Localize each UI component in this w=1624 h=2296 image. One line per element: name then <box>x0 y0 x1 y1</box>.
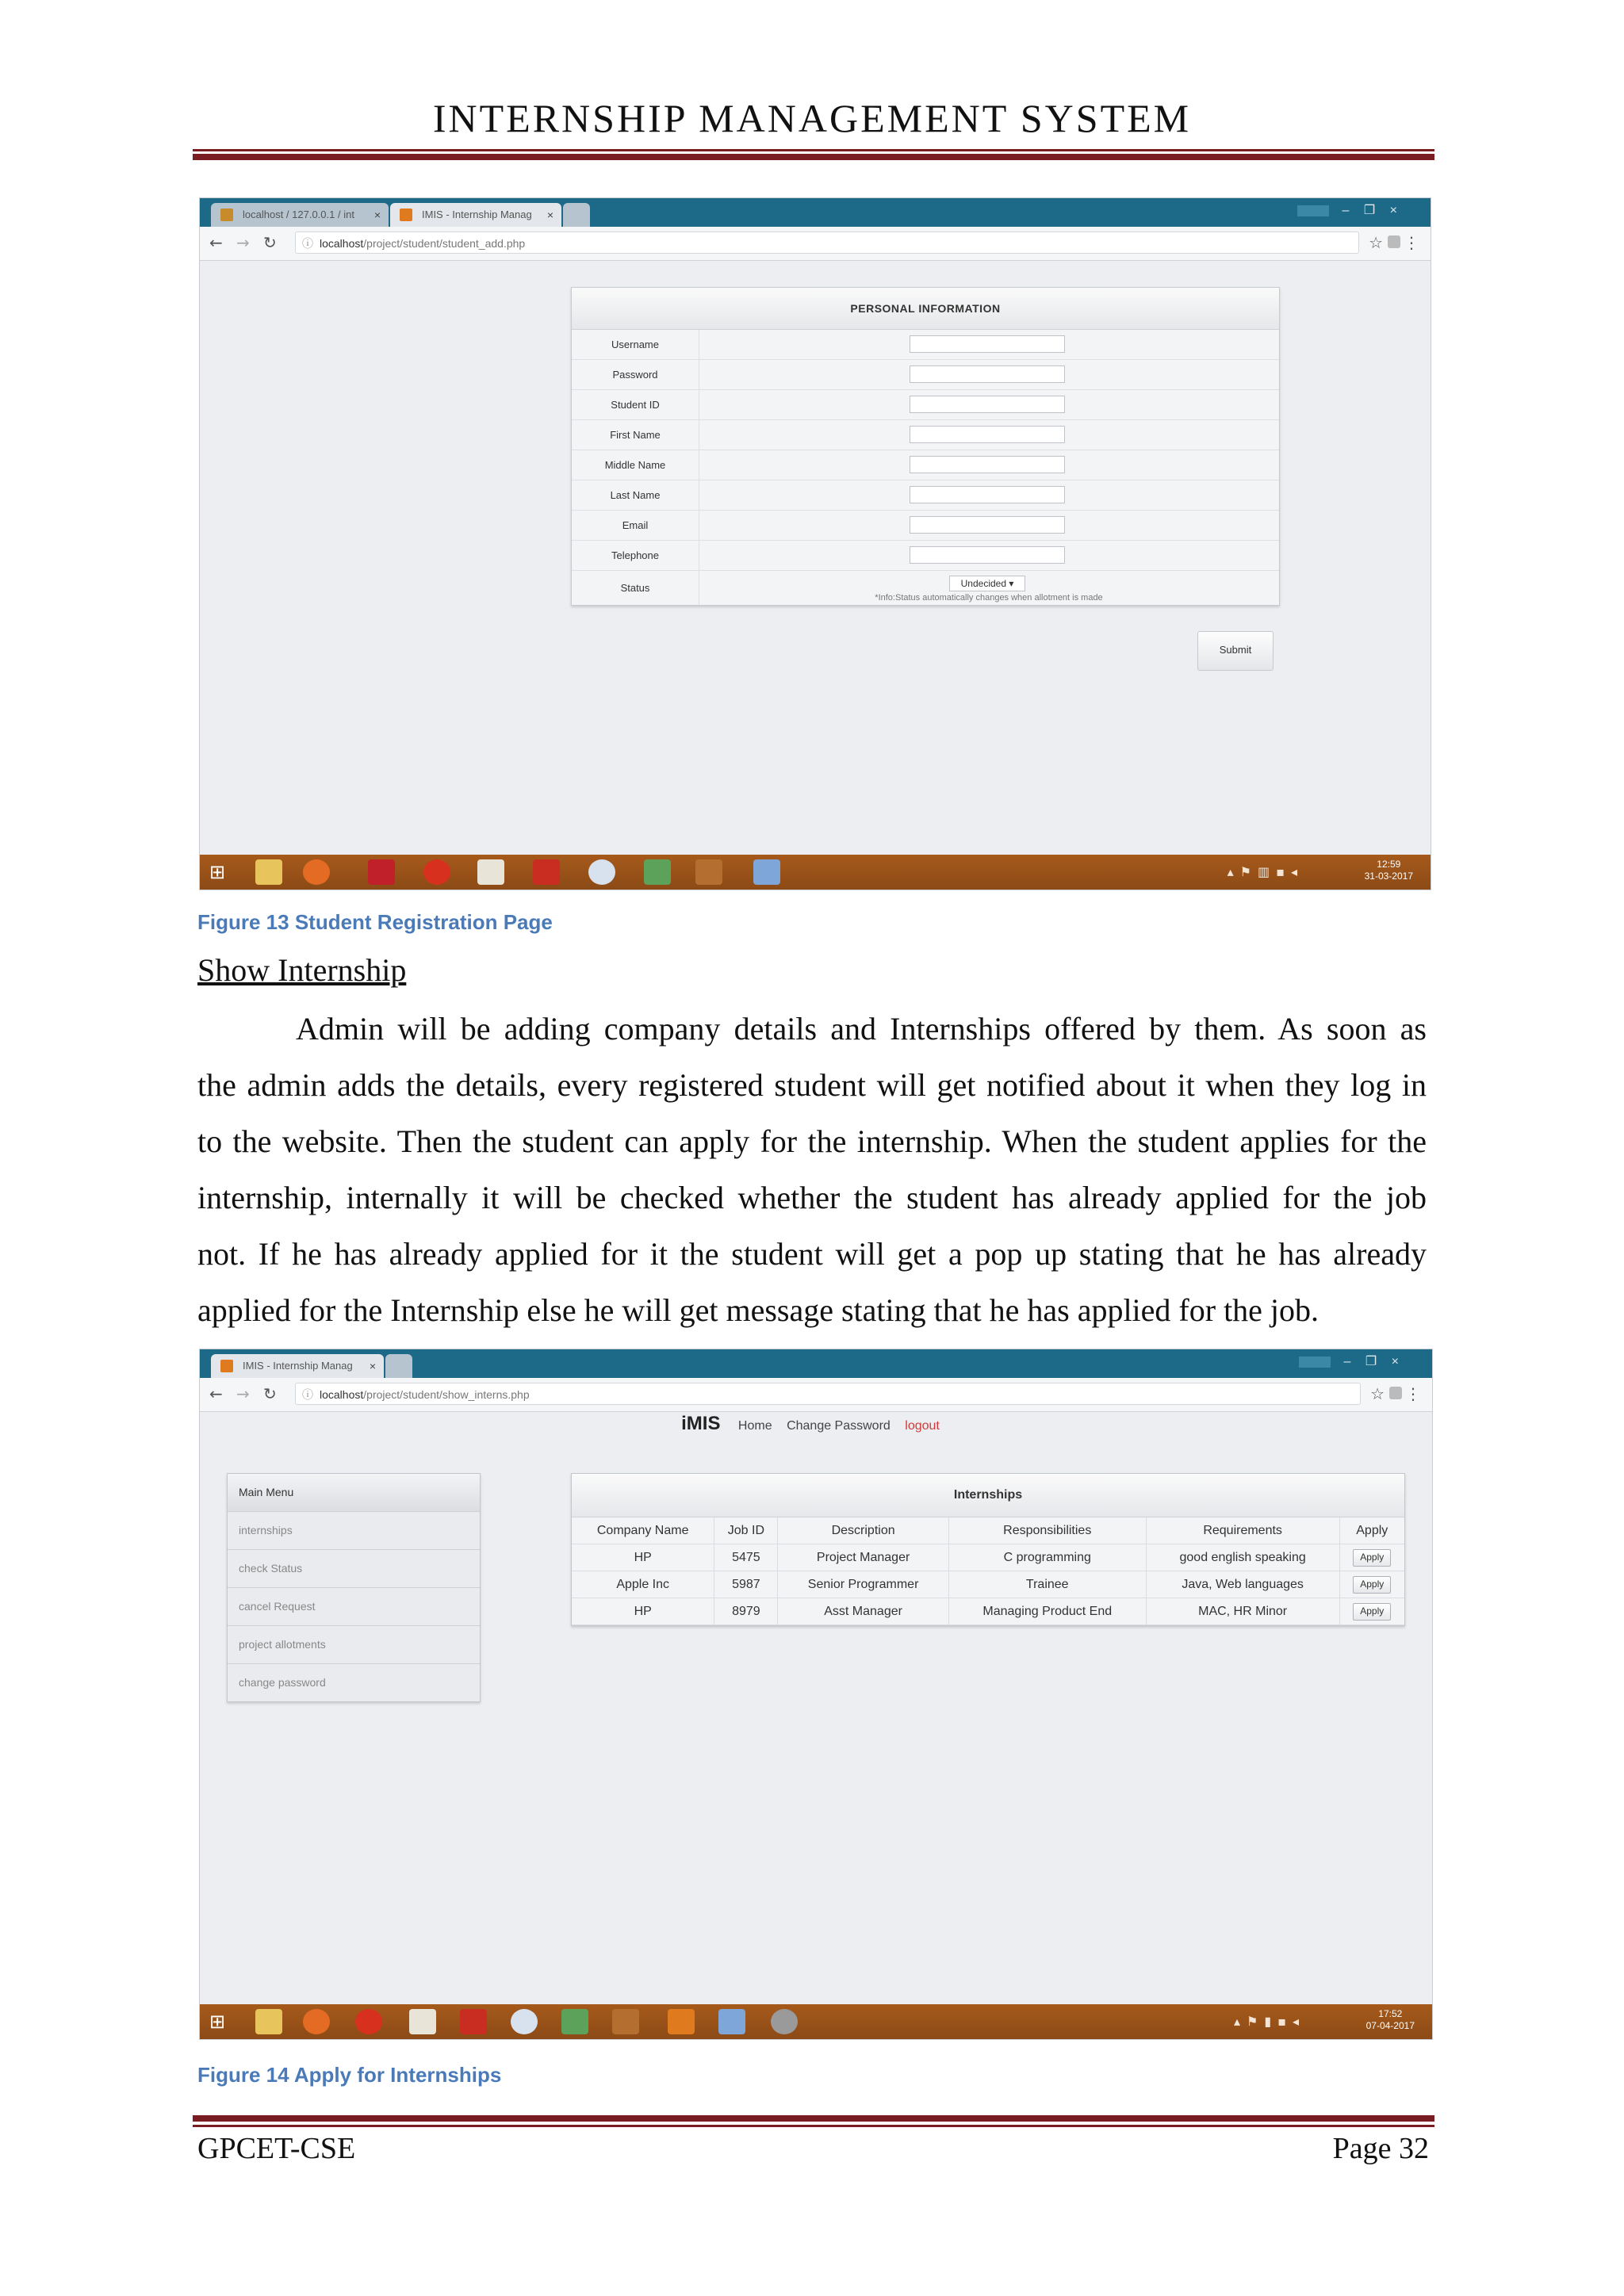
tab-label: localhost / 127.0.0.1 / int <box>243 209 354 220</box>
email-input[interactable] <box>910 516 1065 534</box>
form-row-student-id <box>572 390 1279 420</box>
windows-taskbar <box>200 855 1431 890</box>
table-cell: good english speaking <box>1146 1544 1339 1571</box>
table-cell: Senior Programmer <box>778 1571 948 1598</box>
menu-dots-icon[interactable]: ⋮ <box>1404 233 1419 252</box>
table-cell: Java, Web languages <box>1146 1571 1339 1598</box>
internships-panel <box>571 1473 1405 1626</box>
table-cell: 5475 <box>714 1544 778 1571</box>
table-cell: C programming <box>948 1544 1146 1571</box>
back-icon[interactable]: ← <box>209 1384 223 1403</box>
first-name-input[interactable] <box>910 426 1065 443</box>
minimize-icon[interactable]: – <box>1342 204 1350 217</box>
menu-header: Main Menu <box>228 1474 480 1512</box>
reload-icon[interactable]: ↻ <box>263 233 277 252</box>
url-input[interactable] <box>295 1383 1361 1405</box>
telephone-input[interactable] <box>910 546 1065 564</box>
internships-title: Internships <box>572 1474 1404 1517</box>
figure-13-caption: Figure 13 Student Registration Page <box>197 910 553 934</box>
browser-tab-active[interactable] <box>390 203 561 227</box>
tab-label: IMIS - Internship Manag <box>243 1360 353 1372</box>
calendar-app-icon[interactable] <box>368 859 395 885</box>
windows-start-icon[interactable]: ⊞ <box>209 2011 226 2033</box>
nav-change-password-link[interactable]: Change Password <box>787 1419 891 1433</box>
chrome-icon-highlighted[interactable] <box>695 859 722 885</box>
virtualbox-icon[interactable] <box>588 859 615 885</box>
address-bar <box>200 1378 1432 1412</box>
reload-icon[interactable]: ↻ <box>263 1384 277 1403</box>
column-header: Apply <box>1339 1517 1404 1544</box>
form-row-email <box>572 511 1279 541</box>
url-path: /project/student/student_add.php <box>363 237 526 250</box>
file-explorer-icon[interactable] <box>255 859 282 885</box>
back-icon[interactable]: ← <box>209 233 223 252</box>
personal-information-form <box>571 287 1280 606</box>
status-note: *Info:Status automatically changes when allotment is made <box>875 593 1103 603</box>
calculator-icon[interactable] <box>718 2009 745 2034</box>
table-header-row <box>572 1517 1404 1544</box>
maximize-icon[interactable]: ❐ <box>1365 1355 1377 1368</box>
table-cell: Asst Manager <box>778 1598 948 1625</box>
url-input[interactable] <box>295 232 1359 254</box>
system-tray-icons[interactable]: ▴⚑▮▪◂ <box>1233 2014 1305 2029</box>
header-rule-thin <box>193 149 1434 151</box>
apply-cell <box>1339 1571 1404 1598</box>
forward-icon[interactable]: → <box>236 1384 250 1403</box>
close-window-icon[interactable]: × <box>1391 1355 1399 1368</box>
side-menu <box>227 1473 481 1702</box>
system-tray-icons[interactable]: ▴⚑▥▪◂ <box>1227 864 1304 879</box>
minimize-icon[interactable]: – <box>1343 1355 1351 1368</box>
user-badge <box>1299 1357 1331 1368</box>
favicon-icon <box>220 209 233 221</box>
figure-14-screenshot <box>200 1349 1432 2039</box>
close-icon[interactable]: × <box>546 209 553 221</box>
table-row <box>572 1571 1404 1598</box>
browser-tab-bar <box>200 1349 1432 1378</box>
document-app-icon[interactable] <box>409 2009 436 2034</box>
table-cell: 5987 <box>714 1571 778 1598</box>
form-row-first-name <box>572 420 1279 450</box>
table-cell: Managing Product End <box>948 1598 1146 1625</box>
paragraph-line: the admin adds the details, every registered student will get notified about it when they log in <box>197 1067 1427 1103</box>
spreadsheet-app-icon[interactable] <box>561 2009 588 2034</box>
site-brand[interactable]: iMIS <box>681 1413 721 1434</box>
menu-item-project-allotments[interactable]: project allotments <box>228 1626 480 1664</box>
table-cell: HP <box>572 1544 714 1571</box>
status-value: Undecided <box>960 578 1006 589</box>
favicon-icon <box>400 209 412 221</box>
internships-table <box>572 1517 1404 1625</box>
document-header-title: INTERNSHIP MANAGEMENT SYSTEM <box>432 96 1192 140</box>
menu-item-check-status[interactable]: check Status <box>228 1550 480 1588</box>
paragraph-line: not. If he has already applied for it the student will get a pop up stating that he has already <box>197 1236 1427 1272</box>
footer-rule-thin <box>193 2125 1434 2127</box>
body-paragraph <box>197 1001 1427 1338</box>
windows-start-icon[interactable]: ⊞ <box>209 861 226 883</box>
url-host: localhost <box>320 237 364 250</box>
site-navbar <box>200 1413 1432 1438</box>
apply-cell <box>1339 1544 1404 1571</box>
info-icon: ⓘ <box>302 237 313 250</box>
table-cell: HP <box>572 1598 714 1625</box>
forward-icon[interactable]: → <box>236 233 250 252</box>
table-cell: Project Manager <box>778 1544 948 1571</box>
figure-14-caption: Figure 14 Apply for Internships <box>197 2063 502 2087</box>
document-app-icon[interactable] <box>477 859 504 885</box>
menu-item-change-password[interactable]: change password <box>239 1676 326 1689</box>
url-host: localhost <box>320 1388 364 1401</box>
table-cell: Trainee <box>948 1571 1146 1598</box>
close-window-icon[interactable]: × <box>1389 204 1397 217</box>
column-header: Responsibilities <box>948 1517 1146 1544</box>
browser-tab-active[interactable] <box>211 1354 384 1378</box>
browser-tab-bar <box>200 198 1431 227</box>
extension-icon[interactable] <box>1388 235 1400 248</box>
table-cell: Apple Inc <box>572 1571 714 1598</box>
clock-time: 17:52 <box>1378 2008 1403 2019</box>
field-label: Telephone <box>572 541 699 570</box>
xampp-icon[interactable] <box>668 2009 695 2034</box>
clock-date: 07-04-2017 <box>1365 2020 1415 2031</box>
user-badge <box>1297 205 1329 216</box>
column-header: Requirements <box>1146 1517 1339 1544</box>
form-row-status <box>572 571 1279 605</box>
field-label: Last Name <box>572 480 699 510</box>
table-cell: 8979 <box>714 1598 778 1625</box>
paragraph-line: internship, internally it will be checked whether the student has already applied for the job <box>197 1180 1427 1215</box>
clock-time: 12:59 <box>1377 859 1401 870</box>
apply-button[interactable]: Apply <box>1353 1576 1391 1594</box>
column-header: Job ID <box>714 1517 778 1544</box>
virtualbox-icon[interactable] <box>511 2009 538 2034</box>
form-row-username <box>572 330 1279 360</box>
field-label: Student ID <box>572 390 699 419</box>
column-header: Description <box>778 1517 948 1544</box>
opera-icon[interactable] <box>423 859 450 885</box>
field-label: Middle Name <box>572 450 699 480</box>
extension-icon[interactable] <box>1389 1387 1402 1399</box>
apply-cell <box>1339 1598 1404 1625</box>
window-controls[interactable] <box>1299 1349 1418 1378</box>
window-controls[interactable] <box>1297 198 1416 227</box>
form-row-middle-name <box>572 450 1279 480</box>
tab-label: IMIS - Internship Manag <box>422 209 532 220</box>
last-name-input[interactable] <box>910 486 1065 503</box>
paragraph-line: Admin will be adding company details and Internships offered by them. As soon as <box>296 1011 1427 1047</box>
firefox-icon[interactable] <box>303 2009 330 2034</box>
info-icon: ⓘ <box>302 1388 313 1401</box>
opera-icon[interactable] <box>355 2009 382 2034</box>
pdf-reader-icon[interactable] <box>533 859 560 885</box>
windows-taskbar <box>200 2004 1432 2039</box>
firefox-icon[interactable] <box>303 859 330 885</box>
field-label: Email <box>572 511 699 540</box>
field-label: Username <box>572 330 699 359</box>
pdf-reader-icon[interactable] <box>460 2009 487 2034</box>
menu-item-internships[interactable]: internships <box>228 1512 480 1550</box>
chrome-icon-highlighted[interactable] <box>612 2009 639 2034</box>
status-select[interactable]: Undecided ▾ <box>949 576 1025 591</box>
form-row-last-name <box>572 480 1279 511</box>
student-id-input[interactable] <box>910 396 1065 413</box>
favicon-icon <box>220 1360 233 1372</box>
table-row <box>572 1544 1404 1571</box>
new-tab-button[interactable] <box>385 1354 412 1378</box>
middle-name-input[interactable] <box>910 456 1065 473</box>
browser-tab[interactable] <box>211 203 389 227</box>
maximize-icon[interactable]: ❐ <box>1363 204 1376 217</box>
field-label: Password <box>572 360 699 389</box>
address-bar <box>200 227 1431 261</box>
username-input[interactable] <box>910 335 1065 353</box>
form-title: PERSONAL INFORMATION <box>572 288 1279 330</box>
footer-left: GPCET-CSE <box>197 2132 356 2165</box>
form-row-password <box>572 360 1279 390</box>
field-label: Status <box>572 571 699 605</box>
calculator-icon[interactable] <box>753 859 780 885</box>
header-rule-thick <box>193 154 1434 160</box>
close-icon[interactable]: × <box>373 209 381 221</box>
taskbar-clock <box>1365 859 1413 882</box>
nav-home-link[interactable]: Home <box>737 1419 772 1433</box>
paragraph-line: to the website. Then the student can apply for the internship. When the student applies for the <box>197 1123 1427 1159</box>
paragraph-line: applied for the Internship else he will get message stating that he has applied for the job. <box>197 1292 1320 1328</box>
table-cell: MAC, HR Minor <box>1146 1598 1339 1625</box>
section-heading: Show Internship <box>197 952 407 988</box>
password-input[interactable] <box>910 365 1065 383</box>
close-icon[interactable]: × <box>369 1360 376 1372</box>
menu-item-cancel-request[interactable]: cancel Request <box>228 1588 480 1626</box>
settings-app-icon[interactable] <box>771 2009 798 2034</box>
footer-page-number: Page 32 <box>1332 2132 1429 2165</box>
url-path: /project/student/show_interns.php <box>363 1388 530 1401</box>
form-row-telephone <box>572 541 1279 571</box>
new-tab-button[interactable] <box>563 203 590 227</box>
menu-dots-icon[interactable]: ⋮ <box>1405 1384 1421 1403</box>
table-row <box>572 1598 1404 1625</box>
apply-button[interactable]: Apply <box>1353 1549 1391 1567</box>
submit-button[interactable]: Submit <box>1197 631 1274 671</box>
apply-button[interactable]: Apply <box>1353 1603 1391 1621</box>
bookmark-star-icon[interactable]: ☆ <box>1370 1384 1385 1403</box>
file-explorer-icon[interactable] <box>255 2009 282 2034</box>
column-header: Company Name <box>572 1517 714 1544</box>
nav-logout-link[interactable]: logout <box>905 1419 940 1433</box>
taskbar-clock <box>1366 2008 1415 2032</box>
footer-rule-thick <box>193 2115 1434 2122</box>
bookmark-star-icon[interactable]: ☆ <box>1369 233 1383 252</box>
spreadsheet-app-icon[interactable] <box>644 859 671 885</box>
field-label: First Name <box>572 420 699 450</box>
clock-date: 31-03-2017 <box>1364 871 1413 882</box>
figure-13-screenshot <box>200 198 1431 890</box>
